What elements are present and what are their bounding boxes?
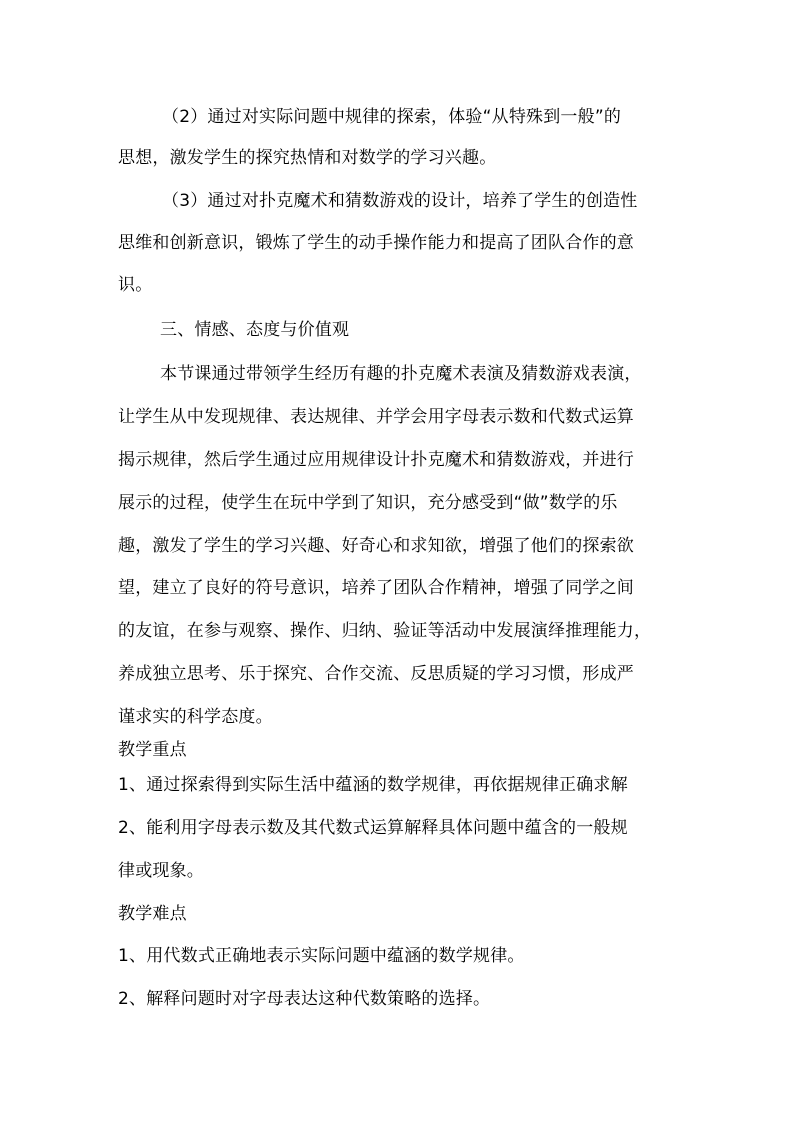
objective-2-line-2: 思想，激发学生的探究热情和对数学的学习兴趣。: [118, 148, 497, 168]
objective-3-line-2: 思维和创新意识，锻炼了学生的动手操作能力和提高了团队合作的意: [118, 233, 634, 253]
paragraph-line: 养成独立思考、乐于探究、合作交流、反思质疑的学习习惯，形成严: [118, 664, 634, 684]
paragraph-line: 的友谊，在参与观察、操作、归纳、验证等活动中发展演绎推理能力，: [118, 621, 652, 641]
section-heading-emotion-attitude-values: 三、情感、态度与价值观: [160, 320, 350, 340]
difficulty-item: 2、解释问题时对字母表达这种代数策略的选择。: [118, 989, 491, 1009]
paragraph-line: 让学生从中发现规律、表达规律、并学会用字母表示数和代数式运算: [118, 407, 634, 427]
key-points-heading: 教学重点: [118, 740, 187, 760]
paragraph-line: 展示的过程，使学生在玩中学到了知识，充分感受到“做”数学的乐: [118, 493, 618, 513]
key-point-item: 2、能利用字母表示数及其代数式运算解释具体问题中蕴含的一般规: [118, 818, 628, 838]
paragraph-line: 趣，激发了学生的学习兴趣、好奇心和求知欲，增强了他们的探索欲: [118, 536, 634, 556]
objective-3-line-1: （3）通过对扑克魔术和猜数游戏的设计，培养了学生的创造性: [162, 191, 638, 211]
objective-2-line-1: （2）通过对实际问题中规律的探索，体验“从特殊到一般”的: [162, 107, 622, 127]
paragraph-line: 本节课通过带领学生经历有趣的扑克魔术表演及猜数游戏表演，: [160, 364, 642, 384]
paragraph-line: 揭示规律，然后学生通过应用规律设计扑克魔术和猜数游戏，并进行: [118, 450, 634, 470]
key-point-item: 律或现象。: [118, 861, 204, 881]
difficulty-item: 1、用代数式正确地表示实际问题中蕴涵的数学规律。: [118, 946, 525, 966]
objective-3-line-3: 识。: [118, 275, 153, 295]
paragraph-line: 谨求实的科学态度。: [118, 707, 273, 727]
difficulties-heading: 教学难点: [118, 904, 187, 924]
key-point-item: 1、通过探索得到实际生活中蕴涵的数学规律，再依据规律正确求解: [118, 775, 628, 795]
paragraph-line: 望，建立了良好的符号意识，培养了团队合作精神，增强了同学之间: [118, 578, 634, 598]
